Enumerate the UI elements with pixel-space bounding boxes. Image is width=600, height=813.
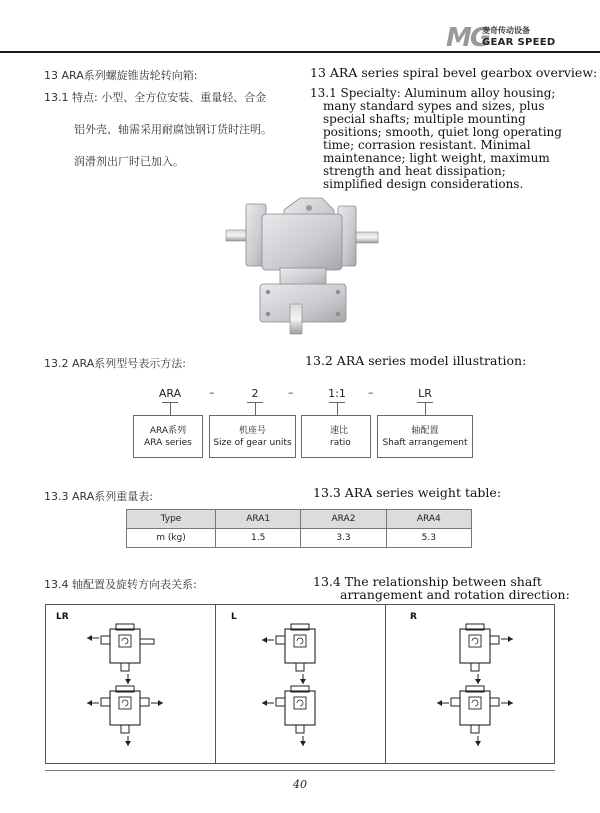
table-cell: 1.5 [216,529,301,548]
table-header-cell: Type [127,510,216,529]
specialty-en-line-1: 13.1 Specialty: Aluminum alloy housing; [310,86,556,100]
table-cell: 5.3 [386,529,471,548]
logo-english-name: GEAR SPEED [482,37,556,48]
model-dash-1: – [209,386,215,399]
gearbox-product-image [222,192,382,337]
logo-chinese-name: 麦奇传动设备 [482,26,530,35]
arrangement-divider [215,604,216,764]
page-number: 40 [293,778,307,791]
model-cn-heading: 13.2 ARA系列型号表示方法: [44,357,186,370]
table-row [127,529,472,548]
table-cell: 3.3 [301,529,386,548]
model-box-shaft: 轴配置 Shaft arrangement [377,415,473,458]
l-arrangement-diagram [255,615,355,760]
lr-arrangement-diagram [80,615,180,760]
specialty-en-line-3: special shafts; multiple mounting [323,112,526,126]
table-header-cell: ARA2 [301,510,386,529]
specialty-en-line-8: simplified design considerations. [323,177,524,191]
table-header-row [127,510,472,529]
footer-rule [45,770,555,771]
specialty-en-line-6: maintenance; light weight, maximum [323,151,550,165]
arrangement-cn-heading: 13.4 轴配置及旋转方向表关系: [44,578,197,591]
weight-cn-heading: 13.3 ARA系列重量表: [44,490,153,503]
arrangement-label-lr: LR [56,612,69,622]
model-box-series: ARA系列 ARA series [133,415,203,458]
specialty-cn-line-2: 铝外壳、轴需采用耐腐蚀钢订货时注明。 [74,123,272,136]
arrangement-divider [385,604,386,764]
overview-cn-heading: 13 ARA系列螺旋锥齿轮转向箱: [44,69,198,82]
model-code-size: 2 [251,387,259,400]
weight-table [126,509,472,548]
header-rule [0,51,600,53]
model-dash-2: – [288,386,294,399]
specialty-cn-line-3: 润滑剂出厂时已加入。 [74,155,184,168]
model-en-heading: 13.2 ARA series model illustration: [305,353,527,368]
specialty-en-line-5: time; corrasion resistant. Minimal [323,138,531,152]
model-box-size: 机座号 Size of gear units [209,415,296,458]
arrangement-en-heading-1: 13.4 The relationship between shaft [313,574,542,589]
model-box-ratio: 速比 ratio [301,415,371,458]
table-cell: m (kg) [127,529,216,548]
arrangement-label-r: R [410,612,417,622]
r-arrangement-diagram [425,615,525,760]
company-logo [446,25,556,51]
arrangement-label-l: L [231,612,237,622]
model-code-series: ARA [158,387,182,400]
table-header-cell: ARA1 [216,510,301,529]
model-code-shaft: LR [418,387,432,400]
arrangement-en-heading-2: arrangement and rotation direction: [340,587,570,602]
overview-en-heading: 13 ARA series spiral bevel gearbox overview: [310,65,598,80]
specialty-en-line-2: many standard sypes and sizes, plus [323,99,545,113]
specialty-cn-line-1: 13.1 特点: 小型、全方位安装、重量轻、合金 [44,91,267,104]
model-code-ratio: 1:1 [328,387,346,400]
weight-en-heading: 13.3 ARA series weight table: [313,485,502,500]
specialty-en-line-7: strength and heat dissipation; [323,164,506,178]
model-dash-3: – [368,386,374,399]
specialty-en-line-4: positions; smooth, quiet long operating [323,125,562,139]
logo-mark: MG [446,23,490,53]
table-header-cell: ARA4 [386,510,471,529]
